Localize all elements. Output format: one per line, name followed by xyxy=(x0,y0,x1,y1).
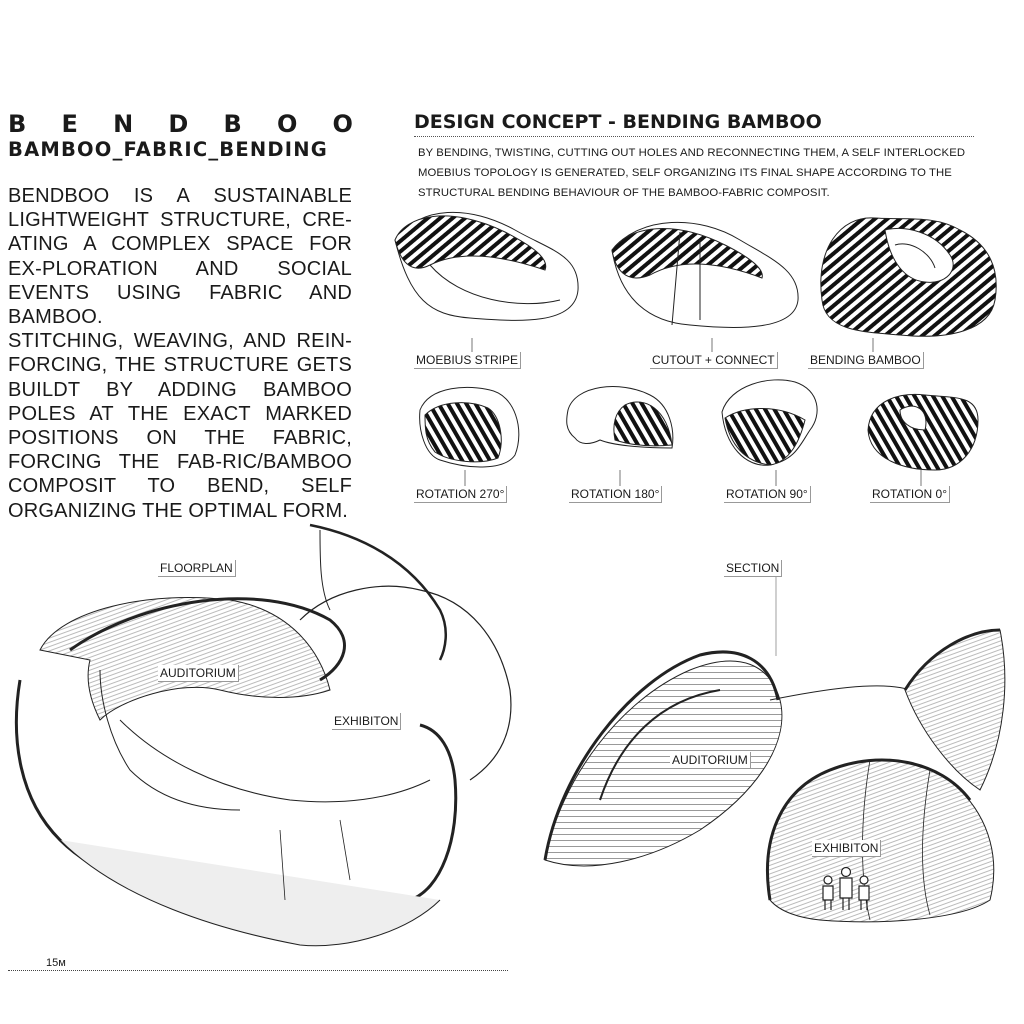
title-letter: O xyxy=(276,110,298,138)
section-auditorium-label: AUDITORIUM xyxy=(670,752,751,769)
rotation-0-model xyxy=(868,394,978,470)
scale-bar xyxy=(8,970,508,971)
floorplan-label: FLOORPLAN xyxy=(158,560,236,577)
step-label-bending: BENDING BAMBOO xyxy=(808,352,924,369)
moebius-stripe-model xyxy=(395,212,578,320)
title-letter: E xyxy=(61,110,78,138)
title-letter: N xyxy=(113,110,134,138)
bending-bamboo-model xyxy=(821,218,996,336)
scale-label: 15м xyxy=(46,957,66,969)
project-subtitle: BAMBOO_FABRIC_BENDING xyxy=(8,138,328,161)
floorplan-exhibition-label: EXHIBITON xyxy=(332,713,401,730)
step-label-moebius: MOEBIUS STRIPE xyxy=(414,352,521,369)
title-letter: D xyxy=(168,110,189,138)
description-paragraph-2: STITCHING, WEAVING, AND REIN-FORCING, THE STRUCTURE GETS BUILDT BY ADDING BAMBOO POLES AT THE EXACT MARKED POSITIONS ON THE FABRIC, FORCING THE FAB-RIC/BAMBOO COMPOSIT TO BEND, SELF ORGANIZING THE OPTIMAL FORM. xyxy=(8,330,352,522)
title-letter: B xyxy=(223,110,242,138)
concept-text: BY BENDING, TWISTING, CUTTING OUT HOLES AND RECONNECTING THEM, A SELF INTERLOCKED MOEBIUS TOPOLOGY IS GENERATED, SELF ORGANIZING ITS FINAL SHAPE ACCORDING TO THE STRUCTURAL BENDING BEHAVIOUR OF THE BAMBOO-FABRIC COMPOSIT. xyxy=(418,147,966,199)
rotation-180-model xyxy=(567,387,673,448)
floorplan-drawing xyxy=(16,525,511,946)
floorplan-auditorium-label: AUDITORIUM xyxy=(158,665,239,682)
section-exhibition-label: EXHIBITON xyxy=(812,840,881,857)
section-drawing xyxy=(545,630,1005,922)
section-label: SECTION xyxy=(724,560,782,577)
step-label-cutout: CUTOUT + CONNECT xyxy=(650,352,778,369)
rotation-label-270: ROTATION 270° xyxy=(414,486,507,503)
title-letter: B xyxy=(8,110,27,138)
concept-title: DESIGN CONCEPT - BENDING BAMBOO xyxy=(414,111,822,133)
cutout-connect-model xyxy=(612,222,798,327)
rotation-label-90: ROTATION 90° xyxy=(724,486,811,503)
rotation-label-0: ROTATION 0° xyxy=(870,486,950,503)
rotation-90-model xyxy=(722,380,817,465)
rotation-270-model xyxy=(420,387,519,467)
rotation-label-180: ROTATION 180° xyxy=(569,486,662,503)
description-paragraph-1: BENDBOO IS A SUSTAINABLE LIGHTWEIGHT STRUCTURE, CRE-ATING A COMPLEX SPACE FOR EX-PLORATION AND SOCIAL EVENTS USING FABRIC AND BAMBOO. xyxy=(8,185,352,329)
title-letter: O xyxy=(332,110,353,138)
